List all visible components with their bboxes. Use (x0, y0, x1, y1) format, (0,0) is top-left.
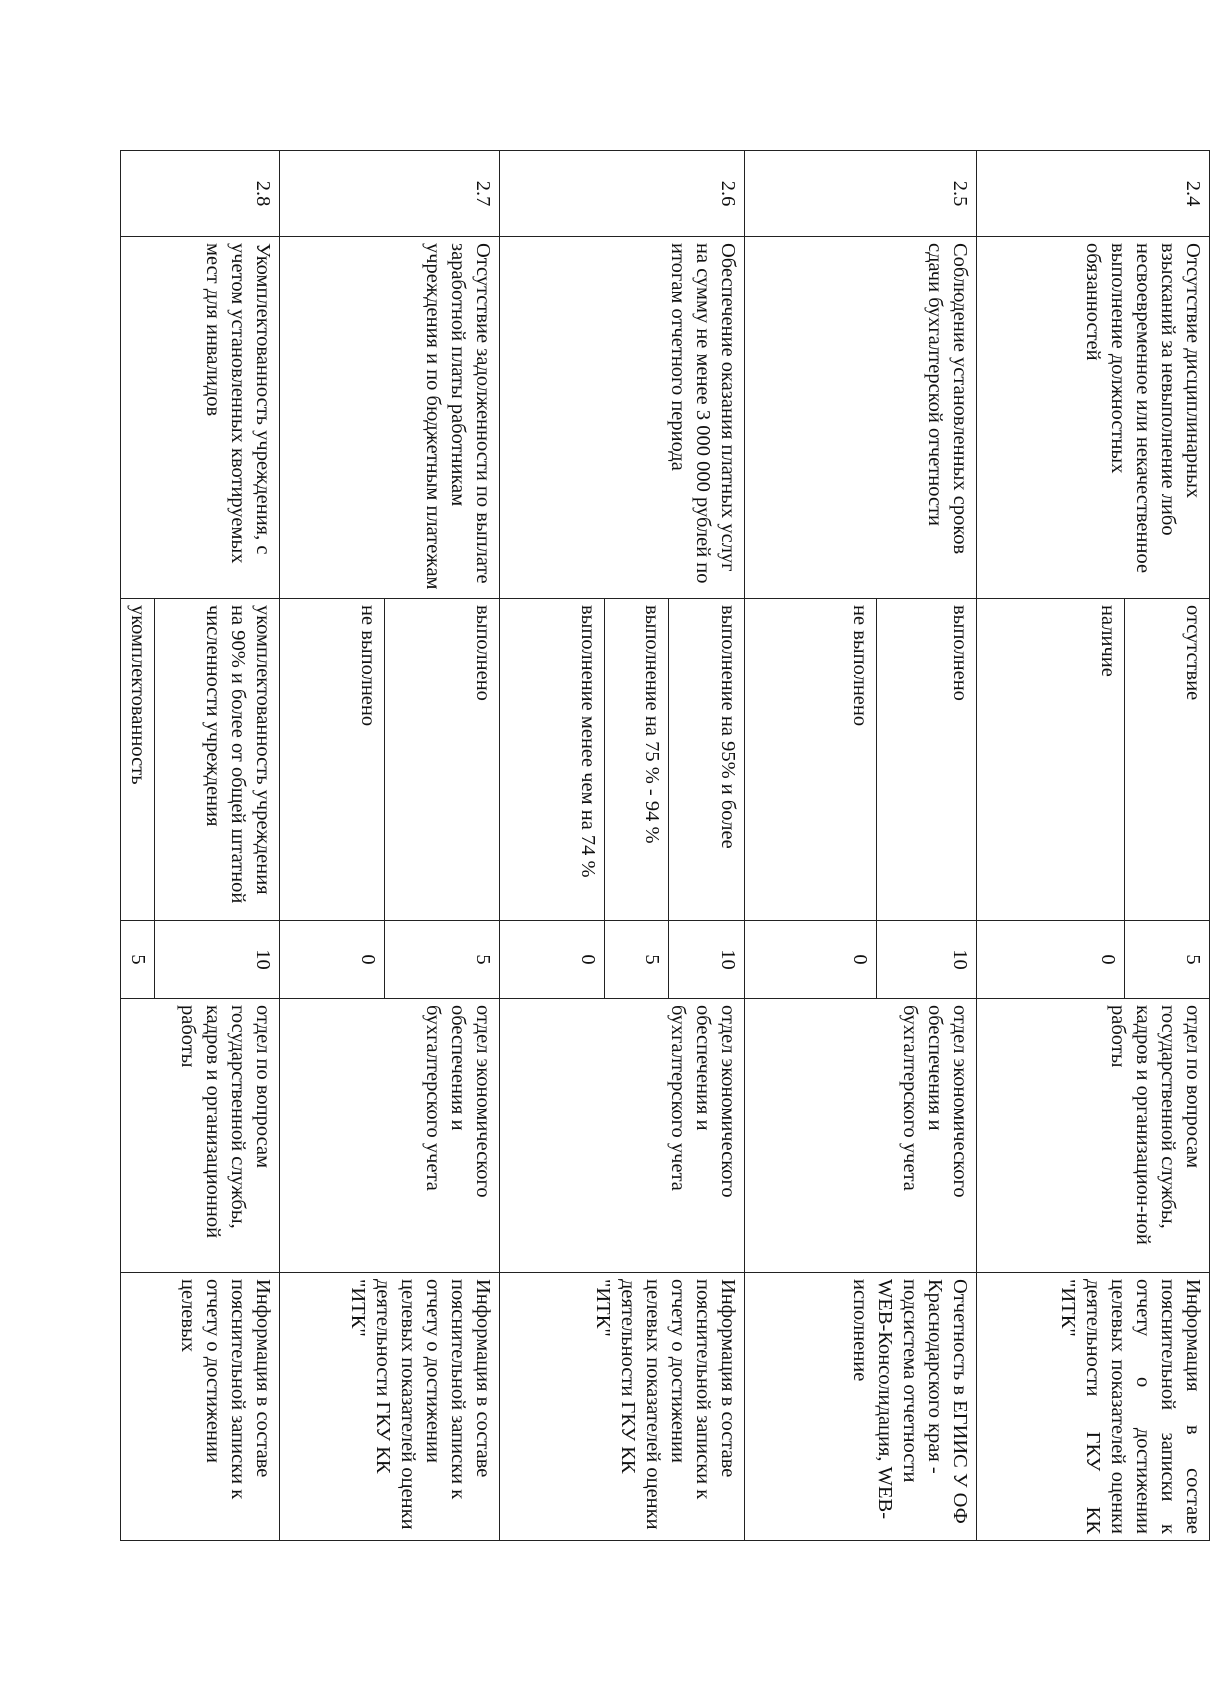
indicator-cell: Соблюдение установленных сроков сдачи бухгалтерской отчетности (744, 237, 977, 599)
responsible-cell: отдел экономического обеспечения и бухгалтерского учета (744, 999, 977, 1273)
points-cell: 0 (279, 921, 385, 999)
criterion-cell: наличие (977, 599, 1125, 921)
source-cell: Информация в составе пояснительной записки к отчету о достижении целевых показателей оценки деятельности ГКУ КК "ИТК" (977, 1273, 1210, 1541)
criterion-cell: укомплектованность учреждения на 90% и более от общей штатной численности учреждения (154, 599, 279, 921)
row-number: 2.8 (121, 151, 280, 237)
source-cell: Информация в составе пояснительной записки к отчету о достижении целевых (121, 1273, 280, 1541)
table-row (876, 151, 976, 1541)
responsible-cell: отдел по вопросам государственной службы, кадров и организацион-ной работы (977, 999, 1210, 1273)
criterion-cell: укомплектованность (121, 599, 155, 921)
rotated-page (120, 150, 1210, 1540)
criterion-cell: не выполнено (279, 599, 385, 921)
points-cell: 5 (385, 921, 499, 999)
criterion-cell: выполнение на 75 % - 94 % (605, 599, 668, 921)
points-cell: 10 (154, 921, 279, 999)
points-cell: 10 (876, 921, 976, 999)
row-number: 2.5 (744, 151, 977, 237)
criterion-cell: выполнено (876, 599, 976, 921)
points-cell: 5 (1125, 921, 1210, 999)
source-cell: Отчетность в ЕГИИС У ОФ Краснодарского края - подсистема отчетности WEB-Консолидация, WEB-исполнение (744, 1273, 977, 1541)
points-cell: 0 (499, 921, 605, 999)
indicator-cell: Укомплектованность учреждения, с учетом установленных квотируемых мест для инвалидов (121, 237, 280, 599)
criteria-table (120, 150, 1210, 1541)
source-cell: Информация в составе пояснительной записки к отчету о достижении целевых показателей оценки деятельности ГКУ КК "ИТК" (279, 1273, 499, 1541)
responsible-cell: отдел экономического обеспечения и бухгалтерского учета (499, 999, 744, 1273)
indicator-cell: Отсутствие задолженности по выплате заработной платы работникам учреждения и по бюджетным платежам (279, 237, 499, 599)
criterion-cell: не выполнено (744, 599, 876, 921)
source-cell: Информация в составе пояснительной записки к отчету о достижении целевых показателей оценки деятельности ГКУ КК "ИТК" (499, 1273, 744, 1541)
points-cell: 0 (977, 921, 1125, 999)
table-row (668, 151, 744, 1541)
row-number: 2.7 (279, 151, 499, 237)
points-cell: 5 (121, 921, 155, 999)
row-number: 2.4 (977, 151, 1210, 237)
row-number: 2.6 (499, 151, 744, 237)
table-row (385, 151, 499, 1541)
table-row (154, 151, 279, 1541)
criterion-cell: выполнено (385, 599, 499, 921)
points-cell: 0 (744, 921, 876, 999)
points-cell: 10 (668, 921, 744, 999)
indicator-cell: Отсутствие дисциплинарных взысканий за невыполнение либо несвоевременное или некачественное выполнение должностных обязанностей (977, 237, 1210, 599)
responsible-cell: отдел по вопросам государственной службы, кадров и организационной работы (121, 999, 280, 1273)
table-row (1125, 151, 1210, 1541)
criterion-cell: отсутствие (1125, 599, 1210, 921)
criterion-cell: выполнение менее чем на 74 % (499, 599, 605, 921)
points-cell: 5 (605, 921, 668, 999)
criterion-cell: выполнение на 95% и более (668, 599, 744, 921)
indicator-cell: Обеспечение оказания платных услуг на сумму не менее 3 000 000 рублей по итогам отчетного периода (499, 237, 744, 599)
responsible-cell: отдел экономического обеспечения и бухгалтерского учета (279, 999, 499, 1273)
